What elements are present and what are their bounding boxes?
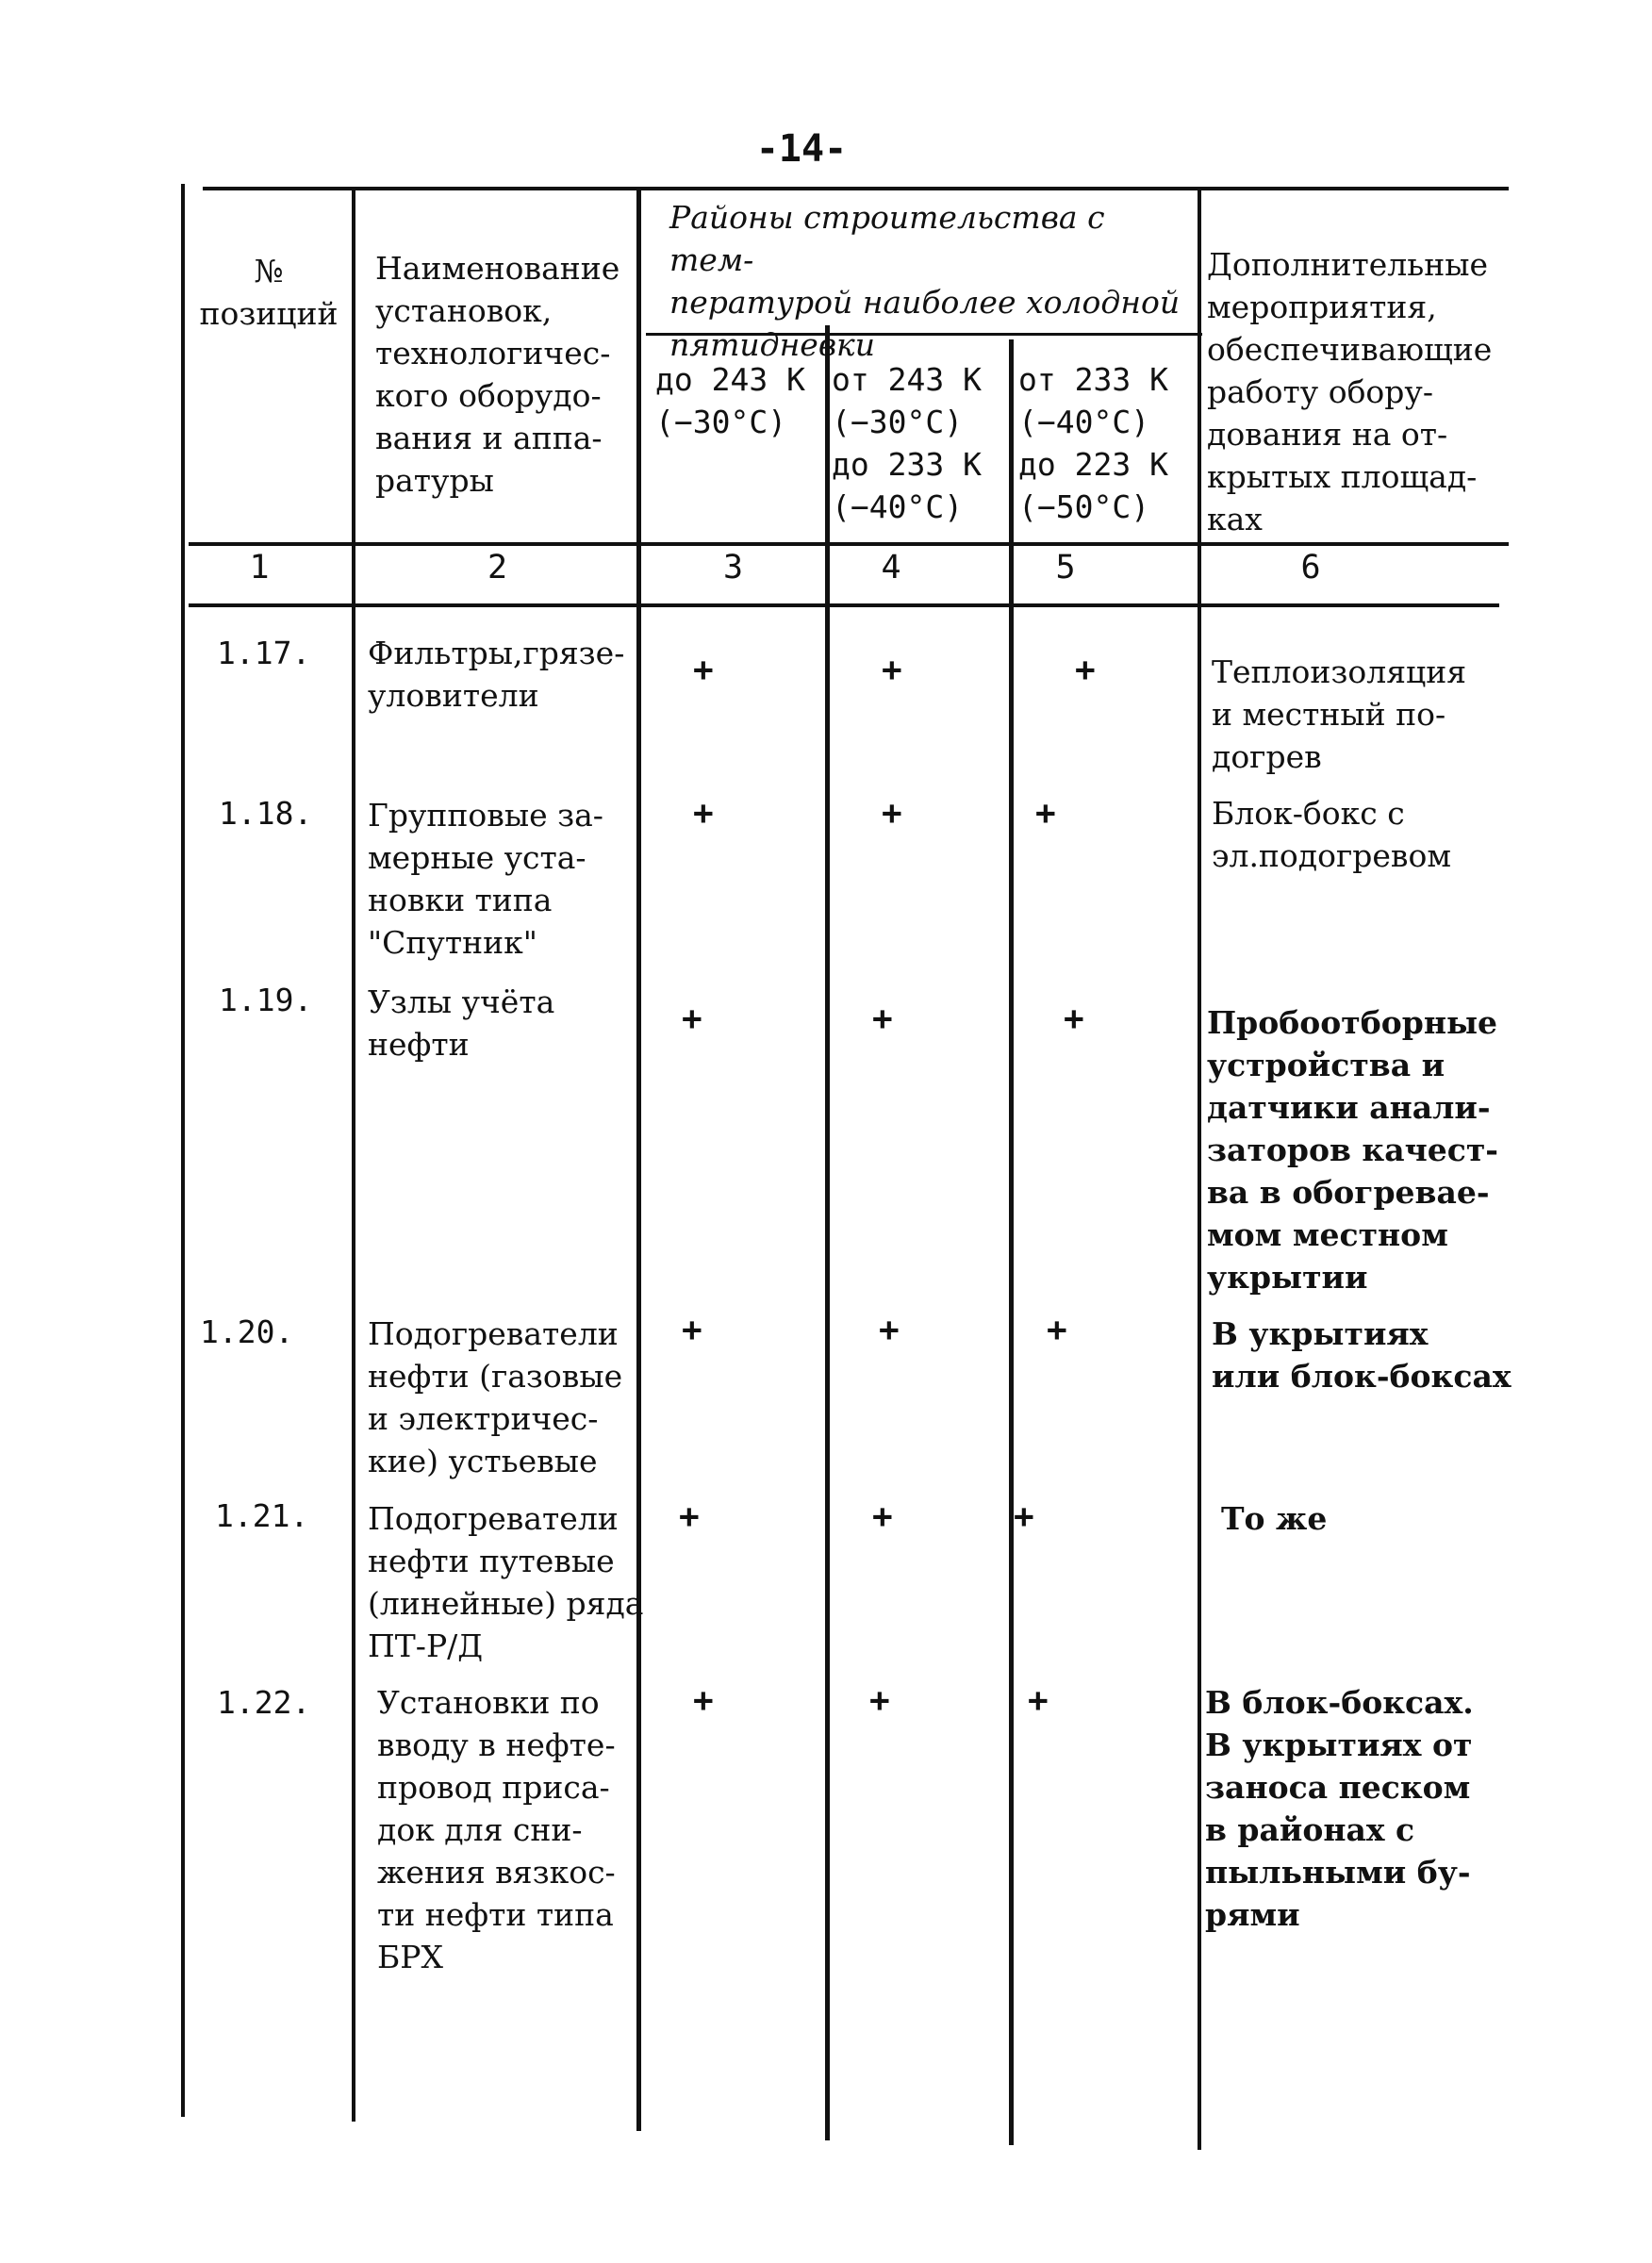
row-1-22-name: Установки по вводу в нефте- провод приса- док для сни- жения вязкос- ти нефти типа БРХ — [377, 1684, 616, 1975]
row-1-17-name: Фильтры,грязе- уловители — [368, 635, 625, 714]
col5-divider — [1198, 189, 1201, 2150]
row-1-20-number: 1.20. — [200, 1313, 294, 1350]
table-left-border — [181, 184, 185, 2117]
row-1-21-measures: То же — [1221, 1500, 1328, 1537]
row-1-18-col5: + — [1035, 794, 1056, 833]
row-1-21-col3: + — [679, 1497, 700, 1536]
col4-divider — [1009, 339, 1014, 2145]
row-1-20-name: Подогреватели нефти (газовые и электричес- кие) устьевые — [368, 1315, 623, 1479]
column-number-4: 4 — [881, 549, 901, 586]
header-construction-regions: Районы строительства с тем- пературой наиболее холодной пятидневки — [669, 199, 1181, 363]
row-1-18-name: Групповые за- мерные уста- новки типа "Спутник" — [368, 797, 603, 961]
row-1-21-col5: + — [1014, 1497, 1034, 1536]
header-temp-col5: от 233 К (−40°С) до 223 К (−50°С) — [1018, 361, 1168, 525]
col3-divider — [825, 325, 830, 2140]
column-number-3: 3 — [722, 549, 744, 586]
row-1-19-measures: Пробоотборные устройства и датчики анали- заторов качест- ва в обогревае- мом местном укрытии — [1207, 1004, 1499, 1296]
row-1-20-col4: + — [879, 1311, 900, 1349]
header-name: Наименование установок, технологичес- кого оборудо- вания и аппа- ратуры — [375, 250, 620, 499]
column-number-1: 1 — [249, 549, 270, 586]
row-1-21-col4: + — [872, 1497, 893, 1536]
row-1-20-col5: + — [1047, 1311, 1067, 1349]
row-1-21-number: 1.21. — [215, 1497, 309, 1534]
page-number: -14- — [755, 127, 848, 171]
header-position-number: № позиций — [199, 253, 339, 332]
column-number-5: 5 — [1055, 549, 1076, 586]
header-temp-col3: до 243 К (−30°С) — [655, 361, 805, 440]
row-1-19-col3: + — [682, 999, 702, 1038]
row-1-22-col3: + — [693, 1681, 714, 1720]
column-number-2: 2 — [487, 549, 508, 586]
row-1-22-measures: В блок-боксах. В укрытиях от заноса песком в районах с пыльными бу- рями — [1205, 1684, 1474, 1933]
row-1-17-number: 1.17. — [217, 635, 311, 671]
header-temp-col4: от 243 К (−30°С) до 233 К (−40°С) — [832, 361, 982, 525]
row-1-22-number: 1.22. — [217, 1684, 311, 1721]
column-number-6: 6 — [1300, 549, 1321, 586]
row-1-19-number: 1.19. — [219, 982, 313, 1018]
row-1-21-name: Подогреватели нефти путевые (линейные) ряда ПТ-Р/Д — [368, 1500, 644, 1664]
col1-divider — [352, 189, 355, 2122]
row-1-17-col4: + — [882, 651, 902, 689]
row-1-20-col3: + — [682, 1311, 702, 1349]
row-1-17-measures: Теплоизоляция и местный по- догрев — [1212, 653, 1467, 775]
header-additional-measures: Дополнительные мероприятия, обеспечивающие работу обору- дования на от- крытых площад- ках — [1207, 246, 1493, 537]
row-1-19-col5: + — [1064, 999, 1084, 1038]
row-1-19-col4: + — [872, 999, 893, 1038]
row-1-20-measures: В укрытиях или блок-боксах — [1212, 1315, 1512, 1395]
table-top-rule — [203, 187, 1509, 190]
row-1-22-col4: + — [869, 1681, 890, 1720]
row-1-17-col3: + — [693, 651, 714, 689]
column-numbers-rule — [189, 603, 1499, 607]
row-1-18-col4: + — [882, 794, 902, 833]
row-1-22-col5: + — [1028, 1681, 1049, 1720]
header-bottom-rule — [189, 542, 1509, 546]
row-1-18-col3: + — [693, 794, 714, 833]
row-1-18-number: 1.18. — [219, 795, 313, 832]
row-1-17-col5: + — [1075, 651, 1096, 689]
row-1-19-name: Узлы учёта нефти — [368, 983, 555, 1063]
row-1-18-measures: Блок-бокс с эл.подогревом — [1212, 795, 1452, 874]
